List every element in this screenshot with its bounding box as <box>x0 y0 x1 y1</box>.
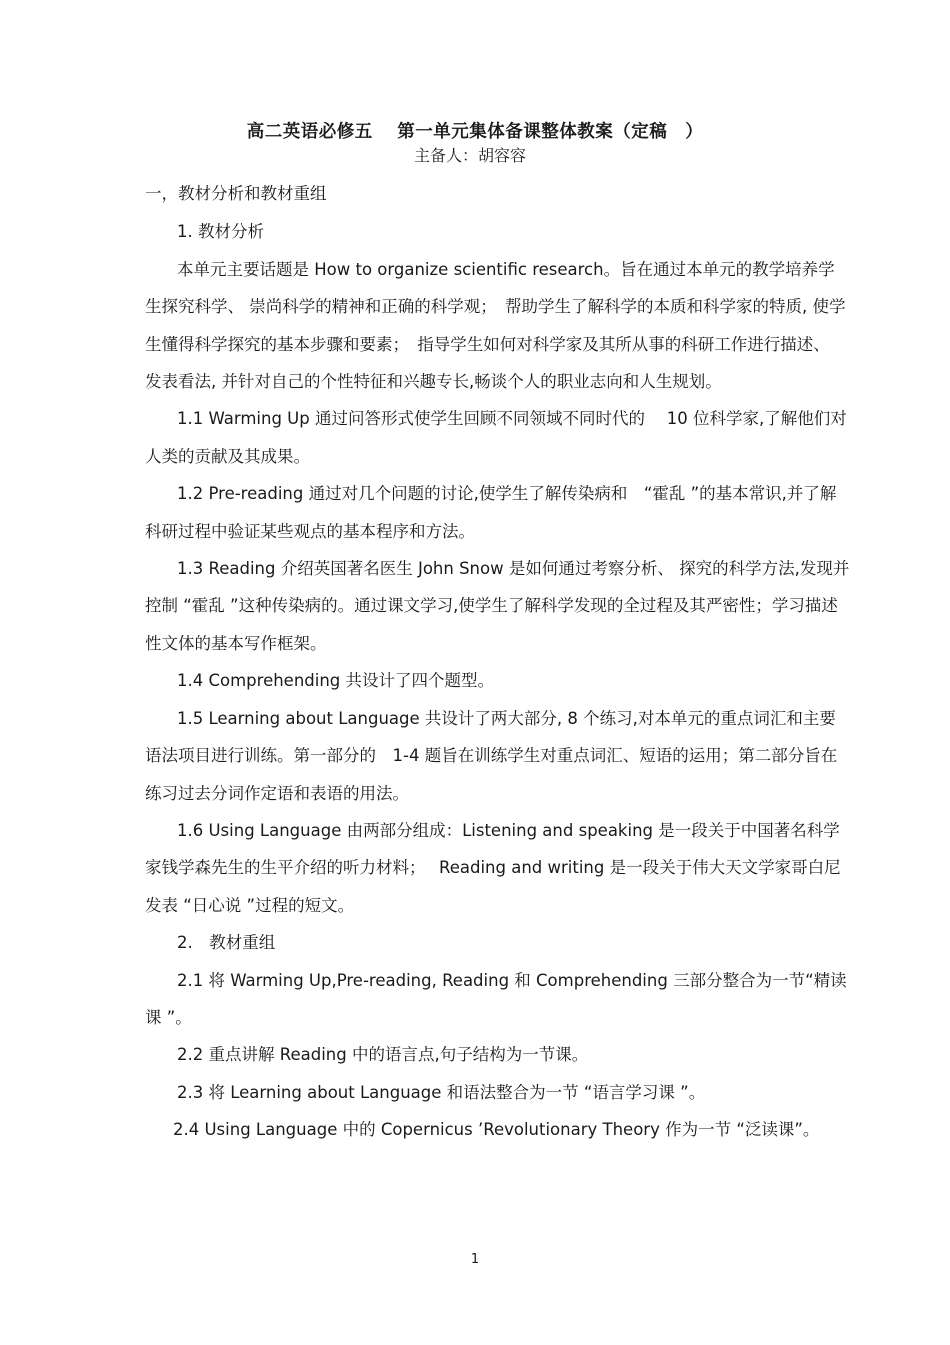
paragraph-pre-reading: 1.2 Pre-reading 通过对几个问题的讨论,使学生了解传染病和 “霍乱 ”的基本常识,并了解科研过程中验证某些观点的基本程序和方法。 <box>145 484 837 541</box>
subsection-heading-reorganization: 2. 教材重组 <box>177 933 276 953</box>
paragraph-reorg-2-3: 2.3 将 Learning about Language 和语法整合为一节 “语言学习课 ”。 <box>177 1082 706 1102</box>
paragraph-reorg-2-1: 2.1 将 Warming Up,Pre-reading, Reading 和 Comprehending 三部分整合为一节“精读课 ”。 <box>145 970 847 1027</box>
paragraph-learning-about-language: 1.5 Learning about Language 共设计了两大部分, 8 个练习,对本单元的重点词汇和主要语法项目进行训练。第一部分的 1-4 题旨在训练学生对重点词汇、短语的运用；第二部分旨在练习过去分词作定语和表语的用法。 <box>145 708 838 803</box>
section-heading: 一，教材分析和教材重组 <box>145 184 327 203</box>
paragraph-reorg-2-2: 2.2 重点讲解 Reading 中的语言点,句子结构为一节课。 <box>177 1045 589 1065</box>
subsection-heading-textbook-analysis: 1. 教材分析 <box>177 222 264 242</box>
document-body <box>145 175 851 1149</box>
document-title: 高二英语必修五 第一单元集体备课整体教案（定稿 ） <box>246 122 704 142</box>
paragraph-warming-up: 1.1 Warming Up 通过问答形式使学生回顾不同领域不同时代的 10 位科学家,了解他们对人类的贡献及其成果。 <box>145 409 847 466</box>
paragraph-reading: 1.3 Reading 介绍英国著名医生 John Snow 是如何通过考察分析、 探究的科学方法,发现并控制 “霍乱 ”这种传染病的。通过课文学习,使学生了解科学发现的全过程及其严密性；学习描述性文体的基本写作框架。 <box>145 559 850 653</box>
paragraph-using-language: 1.6 Using Language 由两部分组成：Listening and speaking 是一段关于中国著名科学家钱学森先生的生平介绍的听力材料； Reading and writing 是一段关于伟大天文学家哥白尼发表 “日心说 ”过程的短文。 <box>145 820 841 915</box>
paragraph-unit-intro: 本单元主要话题是 How to organize scientific research。旨在通过本单元的教学培养学生探究科学、 崇尚科学的精神和正确的科学观； 帮助学生了解科学的本质和科学家的特质, 使学生懂得科学探究的基本步骤和要素； 指导学生如何对科学家及其所从事的科研工作进行描述、 发表看法, 并针对自己的个性特征和兴趣专长,畅谈个人的职业志向和人生规划。 <box>145 259 846 392</box>
paragraph-comprehending: 1.4 Comprehending 共设计了四个题型。 <box>177 671 495 691</box>
page-number: 1 <box>470 1252 480 1267</box>
paragraph-reorg-2-4: 2.4 Using Language 中的 Copernicus ’Revolutionary Theory 作为一节 “泛读课”。 <box>173 1120 820 1140</box>
author-line: 主备人：胡容容 <box>413 146 526 165</box>
